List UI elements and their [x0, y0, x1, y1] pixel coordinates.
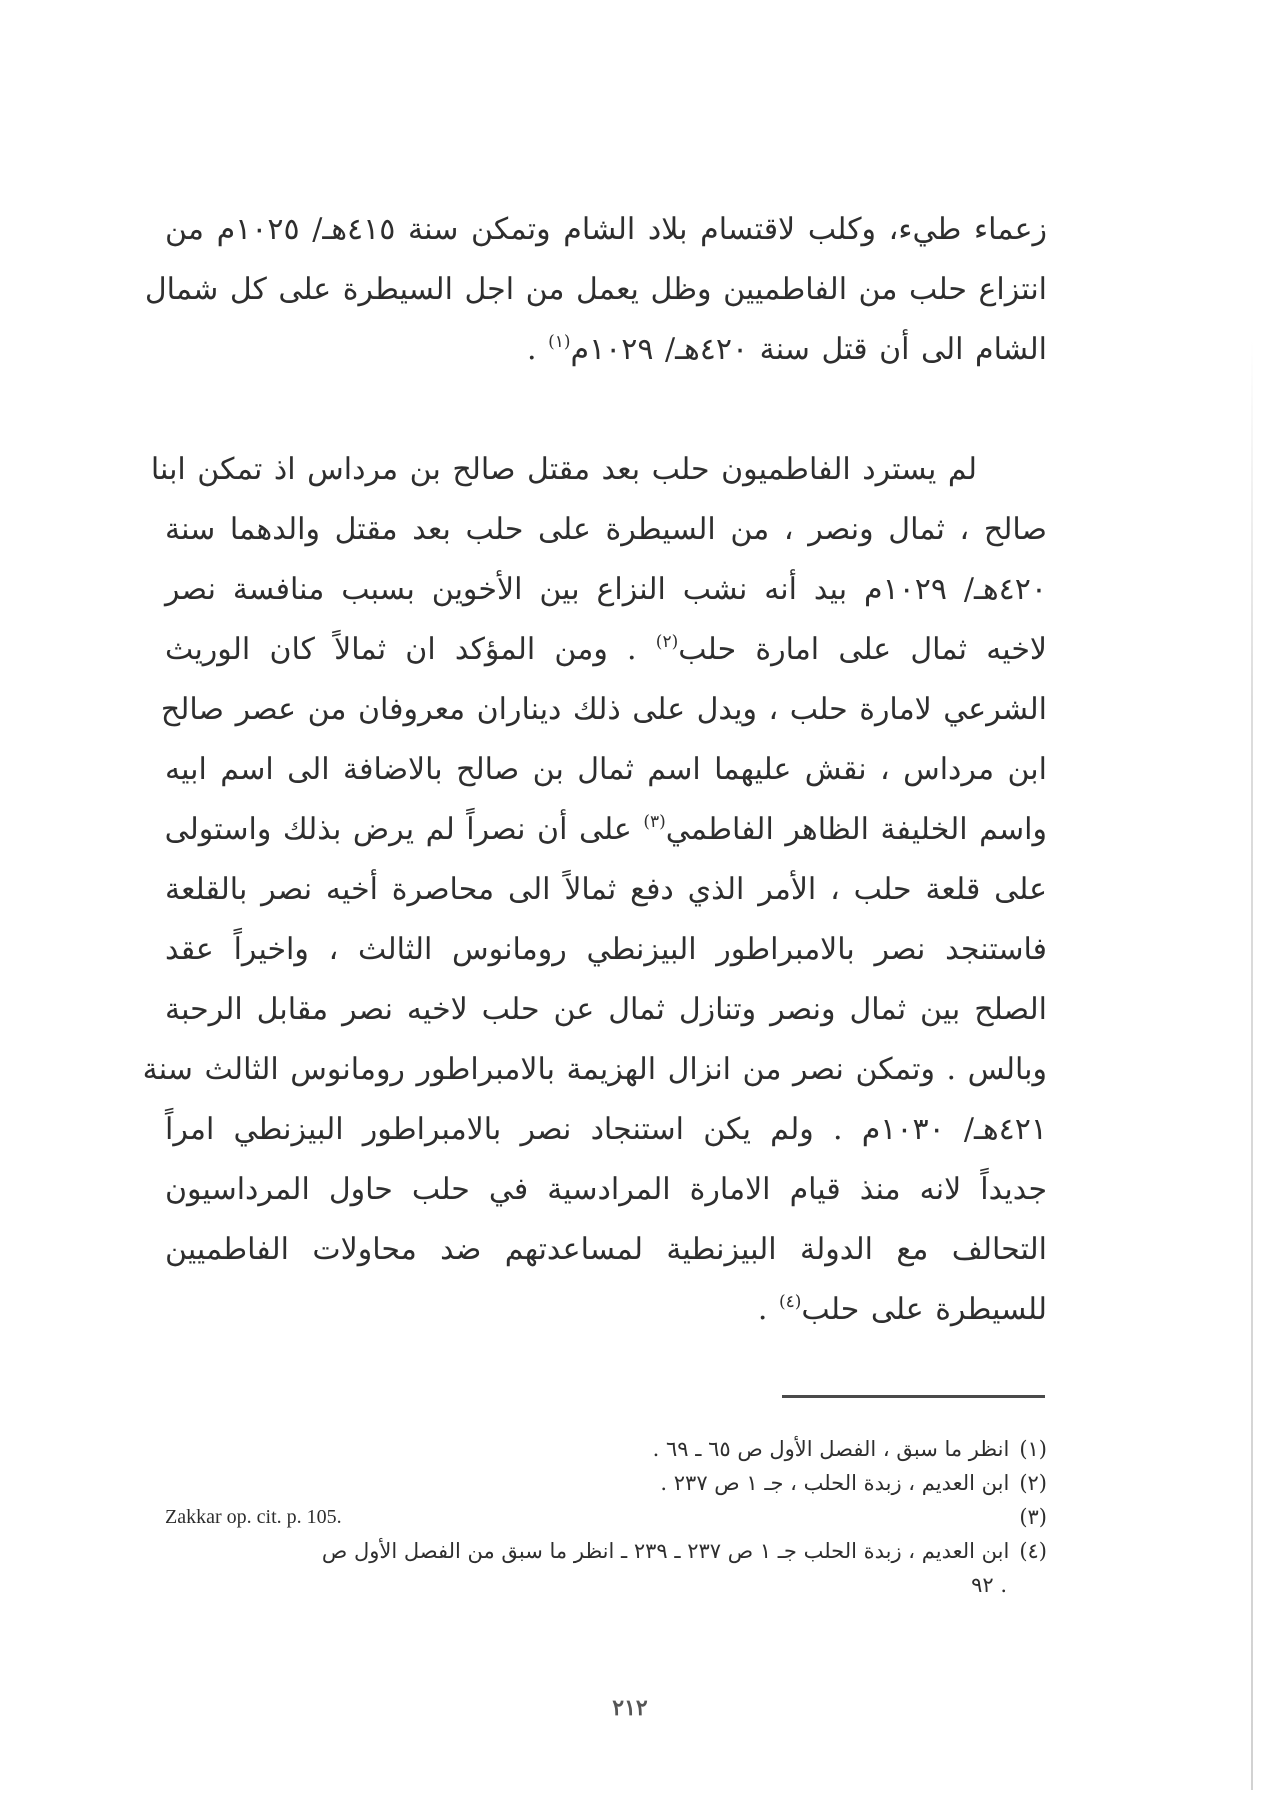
footnote-4 [165, 1534, 1047, 1568]
text-line: الشرعي لامارة حلب ، ويدل على ذلك ديناران معروفان من عصر صالح [160, 692, 1047, 727]
text-line: فاستنجد نصر بالامبراطور البيزنطي رومانوس الثالث ، واخيراً عقد [165, 932, 1047, 967]
paragraph-1 [144, 200, 1047, 380]
footnote-number: (٣) [1019, 1505, 1047, 1529]
text-segment: على أن نصراً لم يرض بذلك واستولى [164, 812, 632, 847]
text-line: جديداً لانه منذ قيام الامارة المرادسية في حلب حاول المرداسيون [165, 1172, 1047, 1207]
text-line: وبالس . وتمكن نصر من انزال الهزيمة بالامبراطور رومانوس الثالث سنة [142, 1052, 1047, 1087]
page-edge-shadow [1251, 340, 1253, 1790]
footnote-3 [165, 1500, 1047, 1534]
paragraph-2 [142, 440, 1048, 1340]
text-line: ٤٢١هـ/ ١٠٣٠م . ولم يكن استنجاد نصر بالامبراطور البيزنطي امراً [165, 1112, 1047, 1147]
footnote-1 [165, 1432, 1047, 1466]
footnote-ref-4[interactable]: (٤) [778, 1292, 802, 1312]
text-segment: لاخيه ثمال على امارة حلب [678, 632, 1048, 667]
text-segment: للسيطرة على حلب [801, 1292, 1047, 1327]
footnote-text: ابن العديم ، زبدة الحلب ، جـ ١ ص ٢٣٧ . [660, 1471, 1010, 1495]
footnote-2 [165, 1466, 1047, 1500]
text-line: التحالف مع الدولة البيزنطية لمساعدتهم ضد محاولات الفاطميين [165, 1232, 1047, 1267]
footnote-number: (١) [1019, 1437, 1047, 1461]
text-line: ٤٢٠هـ/ ١٠٢٩م بيد أنه نشب النزاع بين الأخوين بسبب منافسة نصر [165, 572, 1047, 607]
footnote-text: ابن العديم ، زبدة الحلب جـ ١ ص ٢٣٧ ـ ٢٣٩ ـ انظر ما سبق من الفصل الأول ص [321, 1539, 1010, 1563]
text-line: الصلح بين ثمال ونصر وتنازل ثمال عن حلب لاخيه نصر مقابل الرحبة [165, 992, 1047, 1027]
footnote-separator [782, 1395, 1045, 1398]
footnote-number: (٢) [1019, 1471, 1047, 1495]
text-segment: ومن المؤكد ان ثمالاً كان الوريث [165, 632, 608, 667]
footnote-number: (٤) [1019, 1539, 1047, 1563]
footnote-ref-2[interactable]: (٢) [655, 632, 679, 652]
text-line: انتزاع حلب من الفاطميين وظل يعمل من اجل السيطرة على كل شمال [144, 272, 1047, 307]
footnotes [165, 1432, 1047, 1602]
text-line: على قلعة حلب ، الأمر الذي دفع ثمالاً الى محاصرة أخيه نصر بالقلعة [165, 872, 1047, 907]
text-line [165, 800, 1047, 860]
text-line: ابن مرداس ، نقش عليهما اسم ثمال بن صالح بالاضافة الى اسم ابيه [165, 752, 1047, 787]
footnote-latin-text: Zakkar op. cit. p. 105. [165, 1506, 342, 1528]
footnote-ref-3[interactable]: (٣) [643, 812, 666, 832]
text-segment: واسم الخليفة الظاهر الفاطمي [665, 812, 1047, 847]
text-segment: الشام الى أن قتل سنة ٤٢٠هـ/ ١٠٢٩م [570, 332, 1047, 367]
text-line: زعماء طيء، وكلب لاقتسام بلاد الشام وتمكن سنة ٤١٥هـ/ ١٠٢٥م من [165, 212, 1047, 247]
page-number: ٢١٢ [612, 1695, 648, 1721]
text-line [165, 320, 1047, 380]
text-line: لم يسترد الفاطميون حلب بعد مقتل صالح بن مرداس اذ تمكن ابنا [150, 452, 977, 487]
text-line [165, 1280, 1047, 1340]
text-line: لاخيه ثمال على امارة حلب$^{(٢)}$ . ومن المؤكد ان ثمالاً كان الوريث [165, 632, 1048, 667]
footnote-4-continuation: . ٩٢ [971, 1573, 1007, 1597]
text-line: صالح ، ثمال ونصر ، من السيطرة على حلب بعد مقتل والدهما سنة [165, 512, 1047, 547]
end-punct: . [757, 1292, 768, 1327]
end-punct: . [526, 332, 537, 367]
footnote-text: انظر ما سبق ، الفصل الأول ص ٦٥ ـ ٦٩ . [652, 1437, 1010, 1461]
footnote-ref-1[interactable]: (١) [548, 332, 571, 352]
